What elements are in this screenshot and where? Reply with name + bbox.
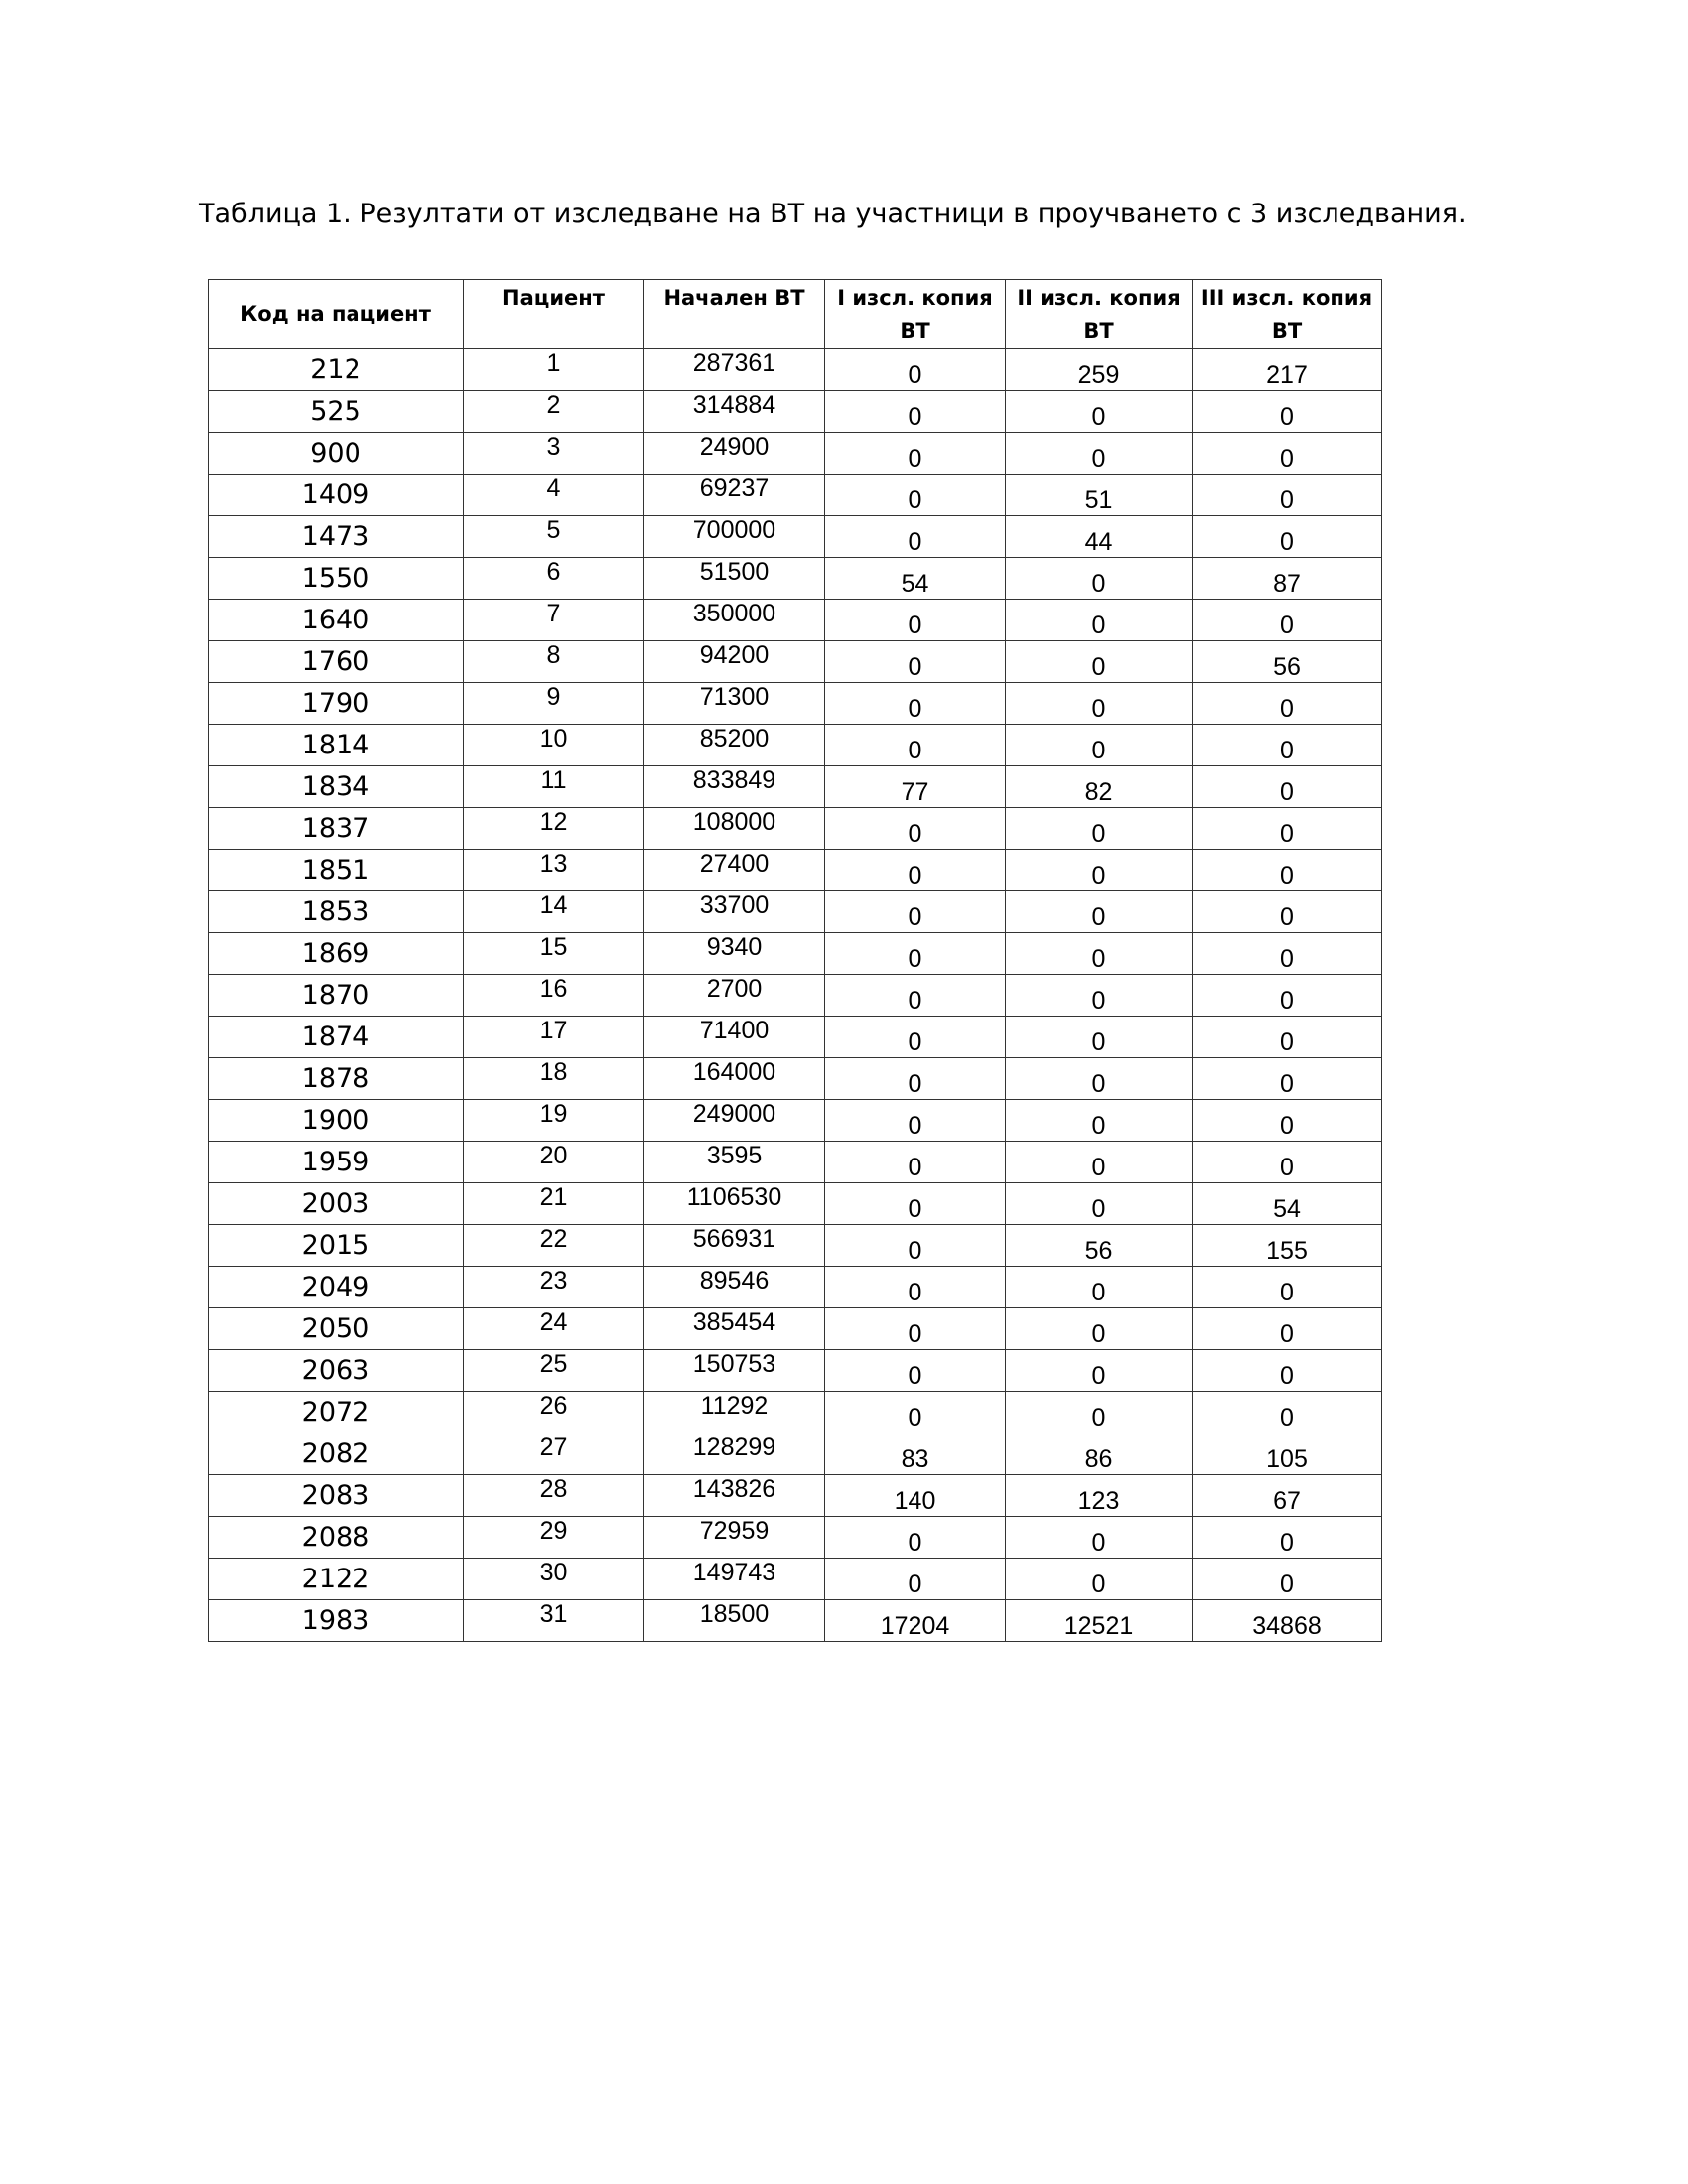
patient-number-cell: 31 — [464, 1600, 644, 1642]
exam-3-cell: 0 — [1193, 766, 1382, 808]
patient-code-cell: 1851 — [209, 850, 464, 891]
exam-2-cell: 0 — [1006, 1058, 1193, 1100]
initial-value-cell: 27400 — [644, 850, 825, 891]
patient-number-cell: 26 — [464, 1392, 644, 1433]
table-row — [209, 558, 1382, 600]
table-row — [209, 1433, 1382, 1475]
exam-1-cell: 0 — [825, 641, 1006, 683]
column-header: II изсл. копия ВТ — [1006, 280, 1193, 349]
exam-3-cell: 34868 — [1193, 1600, 1382, 1642]
patient-code-cell: 1900 — [209, 1100, 464, 1142]
exam-2-cell: 0 — [1006, 600, 1193, 641]
initial-value-cell: 2700 — [644, 975, 825, 1017]
patient-number-cell: 7 — [464, 600, 644, 641]
exam-3-cell: 0 — [1193, 850, 1382, 891]
patient-number-cell: 21 — [464, 1183, 644, 1225]
table-row — [209, 1350, 1382, 1392]
patient-code-cell: 2083 — [209, 1475, 464, 1517]
exam-1-cell: 0 — [825, 1308, 1006, 1350]
initial-value-cell: 143826 — [644, 1475, 825, 1517]
initial-value-cell: 287361 — [644, 349, 825, 391]
patient-number-cell: 4 — [464, 475, 644, 516]
exam-2-cell: 0 — [1006, 641, 1193, 683]
exam-2-cell: 0 — [1006, 1267, 1193, 1308]
patient-number-cell: 23 — [464, 1267, 644, 1308]
patient-code-cell: 900 — [209, 433, 464, 475]
exam-3-cell: 56 — [1193, 641, 1382, 683]
exam-3-cell: 0 — [1193, 1058, 1382, 1100]
header-row — [209, 280, 1382, 349]
column-header: Код на пациент — [209, 280, 464, 349]
patient-code-cell: 525 — [209, 391, 464, 433]
exam-2-cell: 0 — [1006, 891, 1193, 933]
patient-code-cell: 1837 — [209, 808, 464, 850]
patient-number-cell: 11 — [464, 766, 644, 808]
patient-number-cell: 9 — [464, 683, 644, 725]
patient-code-cell: 1550 — [209, 558, 464, 600]
patient-code-cell: 1760 — [209, 641, 464, 683]
exam-3-cell: 0 — [1193, 1017, 1382, 1058]
table-row — [209, 1267, 1382, 1308]
table-row — [209, 766, 1382, 808]
table-row — [209, 433, 1382, 475]
initial-value-cell: 69237 — [644, 475, 825, 516]
table-row — [209, 1392, 1382, 1433]
table-row — [209, 391, 1382, 433]
patient-number-cell: 16 — [464, 975, 644, 1017]
initial-value-cell: 1106530 — [644, 1183, 825, 1225]
initial-value-cell: 33700 — [644, 891, 825, 933]
patient-code-cell: 2088 — [209, 1517, 464, 1559]
table-row — [209, 850, 1382, 891]
table-row — [209, 808, 1382, 850]
initial-value-cell: 24900 — [644, 433, 825, 475]
exam-2-cell: 0 — [1006, 1559, 1193, 1600]
exam-3-cell: 0 — [1193, 516, 1382, 558]
patient-code-cell: 1878 — [209, 1058, 464, 1100]
exam-3-cell: 0 — [1193, 1100, 1382, 1142]
patient-number-cell: 2 — [464, 391, 644, 433]
initial-value-cell: 164000 — [644, 1058, 825, 1100]
table-row — [209, 1475, 1382, 1517]
exam-2-cell: 0 — [1006, 933, 1193, 975]
patient-number-cell: 13 — [464, 850, 644, 891]
patient-code-cell: 2072 — [209, 1392, 464, 1433]
exam-3-cell: 0 — [1193, 475, 1382, 516]
exam-1-cell: 0 — [825, 1142, 1006, 1183]
exam-1-cell: 0 — [825, 683, 1006, 725]
exam-3-cell: 105 — [1193, 1433, 1382, 1475]
table-row — [209, 1559, 1382, 1600]
exam-3-cell: 0 — [1193, 433, 1382, 475]
exam-3-cell: 0 — [1193, 1350, 1382, 1392]
initial-value-cell: 71400 — [644, 1017, 825, 1058]
table-row — [209, 1308, 1382, 1350]
patient-code-cell: 212 — [209, 349, 464, 391]
patient-code-cell: 1869 — [209, 933, 464, 975]
patient-number-cell: 19 — [464, 1100, 644, 1142]
exam-1-cell: 83 — [825, 1433, 1006, 1475]
initial-value-cell: 18500 — [644, 1600, 825, 1642]
patient-code-cell: 2063 — [209, 1350, 464, 1392]
patient-code-cell: 2122 — [209, 1559, 464, 1600]
initial-value-cell: 94200 — [644, 641, 825, 683]
exam-3-cell: 0 — [1193, 600, 1382, 641]
patient-number-cell: 1 — [464, 349, 644, 391]
exam-3-cell: 0 — [1193, 891, 1382, 933]
exam-1-cell: 0 — [825, 975, 1006, 1017]
exam-3-cell: 0 — [1193, 808, 1382, 850]
exam-2-cell: 0 — [1006, 725, 1193, 766]
exam-2-cell: 0 — [1006, 1017, 1193, 1058]
exam-3-cell: 0 — [1193, 1517, 1382, 1559]
initial-value-cell: 85200 — [644, 725, 825, 766]
exam-1-cell: 0 — [825, 725, 1006, 766]
exam-2-cell: 0 — [1006, 683, 1193, 725]
table-row — [209, 1517, 1382, 1559]
exam-1-cell: 0 — [825, 1559, 1006, 1600]
patient-number-cell: 8 — [464, 641, 644, 683]
exam-3-cell: 217 — [1193, 349, 1382, 391]
exam-2-cell: 0 — [1006, 1517, 1193, 1559]
table-row — [209, 891, 1382, 933]
exam-3-cell: 0 — [1193, 683, 1382, 725]
initial-value-cell: 128299 — [644, 1433, 825, 1475]
exam-1-cell: 0 — [825, 1267, 1006, 1308]
patient-number-cell: 18 — [464, 1058, 644, 1100]
patient-code-cell: 1874 — [209, 1017, 464, 1058]
patient-code-cell: 2049 — [209, 1267, 464, 1308]
exam-1-cell: 0 — [825, 808, 1006, 850]
exam-2-cell: 123 — [1006, 1475, 1193, 1517]
initial-value-cell: 150753 — [644, 1350, 825, 1392]
exam-2-cell: 259 — [1006, 349, 1193, 391]
patient-code-cell: 1409 — [209, 475, 464, 516]
table-row — [209, 1142, 1382, 1183]
patient-code-cell: 1790 — [209, 683, 464, 725]
patient-number-cell: 15 — [464, 933, 644, 975]
exam-2-cell: 0 — [1006, 433, 1193, 475]
exam-1-cell: 0 — [825, 1392, 1006, 1433]
exam-1-cell: 17204 — [825, 1600, 1006, 1642]
table-row — [209, 975, 1382, 1017]
table-row — [209, 725, 1382, 766]
initial-value-cell: 566931 — [644, 1225, 825, 1267]
exam-3-cell: 0 — [1193, 975, 1382, 1017]
patient-number-cell: 12 — [464, 808, 644, 850]
exam-1-cell: 0 — [825, 475, 1006, 516]
exam-1-cell: 0 — [825, 433, 1006, 475]
patient-number-cell: 17 — [464, 1017, 644, 1058]
initial-value-cell: 833849 — [644, 766, 825, 808]
exam-3-cell: 0 — [1193, 1267, 1382, 1308]
table-row — [209, 1600, 1382, 1642]
results-table — [208, 279, 1382, 1642]
exam-1-cell: 0 — [825, 891, 1006, 933]
initial-value-cell: 89546 — [644, 1267, 825, 1308]
exam-2-cell: 44 — [1006, 516, 1193, 558]
exam-3-cell: 0 — [1193, 933, 1382, 975]
column-header: Пациент — [464, 280, 644, 349]
patient-number-cell: 22 — [464, 1225, 644, 1267]
exam-2-cell: 12521 — [1006, 1600, 1193, 1642]
exam-1-cell: 140 — [825, 1475, 1006, 1517]
exam-1-cell: 0 — [825, 1350, 1006, 1392]
exam-2-cell: 82 — [1006, 766, 1193, 808]
exam-1-cell: 0 — [825, 1058, 1006, 1100]
exam-3-cell: 155 — [1193, 1225, 1382, 1267]
initial-value-cell: 11292 — [644, 1392, 825, 1433]
patient-code-cell: 2003 — [209, 1183, 464, 1225]
exam-2-cell: 0 — [1006, 391, 1193, 433]
patient-code-cell: 1959 — [209, 1142, 464, 1183]
column-header: III изсл. копия ВТ — [1193, 280, 1382, 349]
patient-code-cell: 1814 — [209, 725, 464, 766]
initial-value-cell: 3595 — [644, 1142, 825, 1183]
exam-3-cell: 0 — [1193, 391, 1382, 433]
exam-2-cell: 86 — [1006, 1433, 1193, 1475]
exam-2-cell: 0 — [1006, 1142, 1193, 1183]
patient-number-cell: 14 — [464, 891, 644, 933]
exam-1-cell: 0 — [825, 933, 1006, 975]
initial-value-cell: 72959 — [644, 1517, 825, 1559]
patient-number-cell: 20 — [464, 1142, 644, 1183]
exam-3-cell: 0 — [1193, 725, 1382, 766]
patient-code-cell: 1870 — [209, 975, 464, 1017]
exam-2-cell: 0 — [1006, 558, 1193, 600]
exam-2-cell: 0 — [1006, 808, 1193, 850]
exam-1-cell: 0 — [825, 850, 1006, 891]
exam-1-cell: 54 — [825, 558, 1006, 600]
patient-code-cell: 1473 — [209, 516, 464, 558]
exam-1-cell: 0 — [825, 516, 1006, 558]
table-row — [209, 933, 1382, 975]
initial-value-cell: 314884 — [644, 391, 825, 433]
exam-1-cell: 0 — [825, 1225, 1006, 1267]
table-row — [209, 516, 1382, 558]
table-row — [209, 1225, 1382, 1267]
patient-number-cell: 30 — [464, 1559, 644, 1600]
exam-1-cell: 0 — [825, 600, 1006, 641]
exam-3-cell: 0 — [1193, 1142, 1382, 1183]
exam-3-cell: 54 — [1193, 1183, 1382, 1225]
patient-number-cell: 27 — [464, 1433, 644, 1475]
exam-3-cell: 67 — [1193, 1475, 1382, 1517]
exam-2-cell: 56 — [1006, 1225, 1193, 1267]
initial-value-cell: 700000 — [644, 516, 825, 558]
patient-code-cell: 1983 — [209, 1600, 464, 1642]
patient-code-cell: 1640 — [209, 600, 464, 641]
table-row — [209, 641, 1382, 683]
patient-number-cell: 10 — [464, 725, 644, 766]
exam-2-cell: 0 — [1006, 850, 1193, 891]
exam-2-cell: 0 — [1006, 1183, 1193, 1225]
patient-code-cell: 2015 — [209, 1225, 464, 1267]
patient-code-cell: 2050 — [209, 1308, 464, 1350]
exam-2-cell: 0 — [1006, 1392, 1193, 1433]
patient-number-cell: 6 — [464, 558, 644, 600]
exam-1-cell: 0 — [825, 1017, 1006, 1058]
table-caption: Таблица 1. Резултати от изследване на ВТ на участници в проучването с 3 изследвания. — [199, 199, 1467, 229]
exam-1-cell: 0 — [825, 1517, 1006, 1559]
table-body — [209, 349, 1382, 1642]
table-row — [209, 1017, 1382, 1058]
patient-code-cell: 1853 — [209, 891, 464, 933]
table-row — [209, 349, 1382, 391]
initial-value-cell: 350000 — [644, 600, 825, 641]
initial-value-cell: 249000 — [644, 1100, 825, 1142]
exam-2-cell: 0 — [1006, 1350, 1193, 1392]
exam-1-cell: 0 — [825, 1183, 1006, 1225]
exam-1-cell: 0 — [825, 391, 1006, 433]
exam-3-cell: 0 — [1193, 1392, 1382, 1433]
exam-2-cell: 0 — [1006, 1100, 1193, 1142]
table-row — [209, 683, 1382, 725]
patient-number-cell: 5 — [464, 516, 644, 558]
table-row — [209, 475, 1382, 516]
table-row — [209, 1100, 1382, 1142]
initial-value-cell: 149743 — [644, 1559, 825, 1600]
patient-number-cell: 24 — [464, 1308, 644, 1350]
exam-3-cell: 87 — [1193, 558, 1382, 600]
exam-1-cell: 0 — [825, 1100, 1006, 1142]
table-row — [209, 1183, 1382, 1225]
table-row — [209, 600, 1382, 641]
patient-code-cell: 2082 — [209, 1433, 464, 1475]
exam-2-cell: 0 — [1006, 1308, 1193, 1350]
table-row — [209, 1058, 1382, 1100]
initial-value-cell: 108000 — [644, 808, 825, 850]
exam-1-cell: 0 — [825, 349, 1006, 391]
patient-number-cell: 29 — [464, 1517, 644, 1559]
exam-2-cell: 51 — [1006, 475, 1193, 516]
column-header: Начален ВТ — [644, 280, 825, 349]
patient-code-cell: 1834 — [209, 766, 464, 808]
exam-2-cell: 0 — [1006, 975, 1193, 1017]
initial-value-cell: 51500 — [644, 558, 825, 600]
exam-1-cell: 77 — [825, 766, 1006, 808]
initial-value-cell: 9340 — [644, 933, 825, 975]
initial-value-cell: 385454 — [644, 1308, 825, 1350]
patient-number-cell: 25 — [464, 1350, 644, 1392]
patient-number-cell: 3 — [464, 433, 644, 475]
exam-3-cell: 0 — [1193, 1559, 1382, 1600]
initial-value-cell: 71300 — [644, 683, 825, 725]
patient-number-cell: 28 — [464, 1475, 644, 1517]
column-header: I изсл. копия ВТ — [825, 280, 1006, 349]
exam-3-cell: 0 — [1193, 1308, 1382, 1350]
